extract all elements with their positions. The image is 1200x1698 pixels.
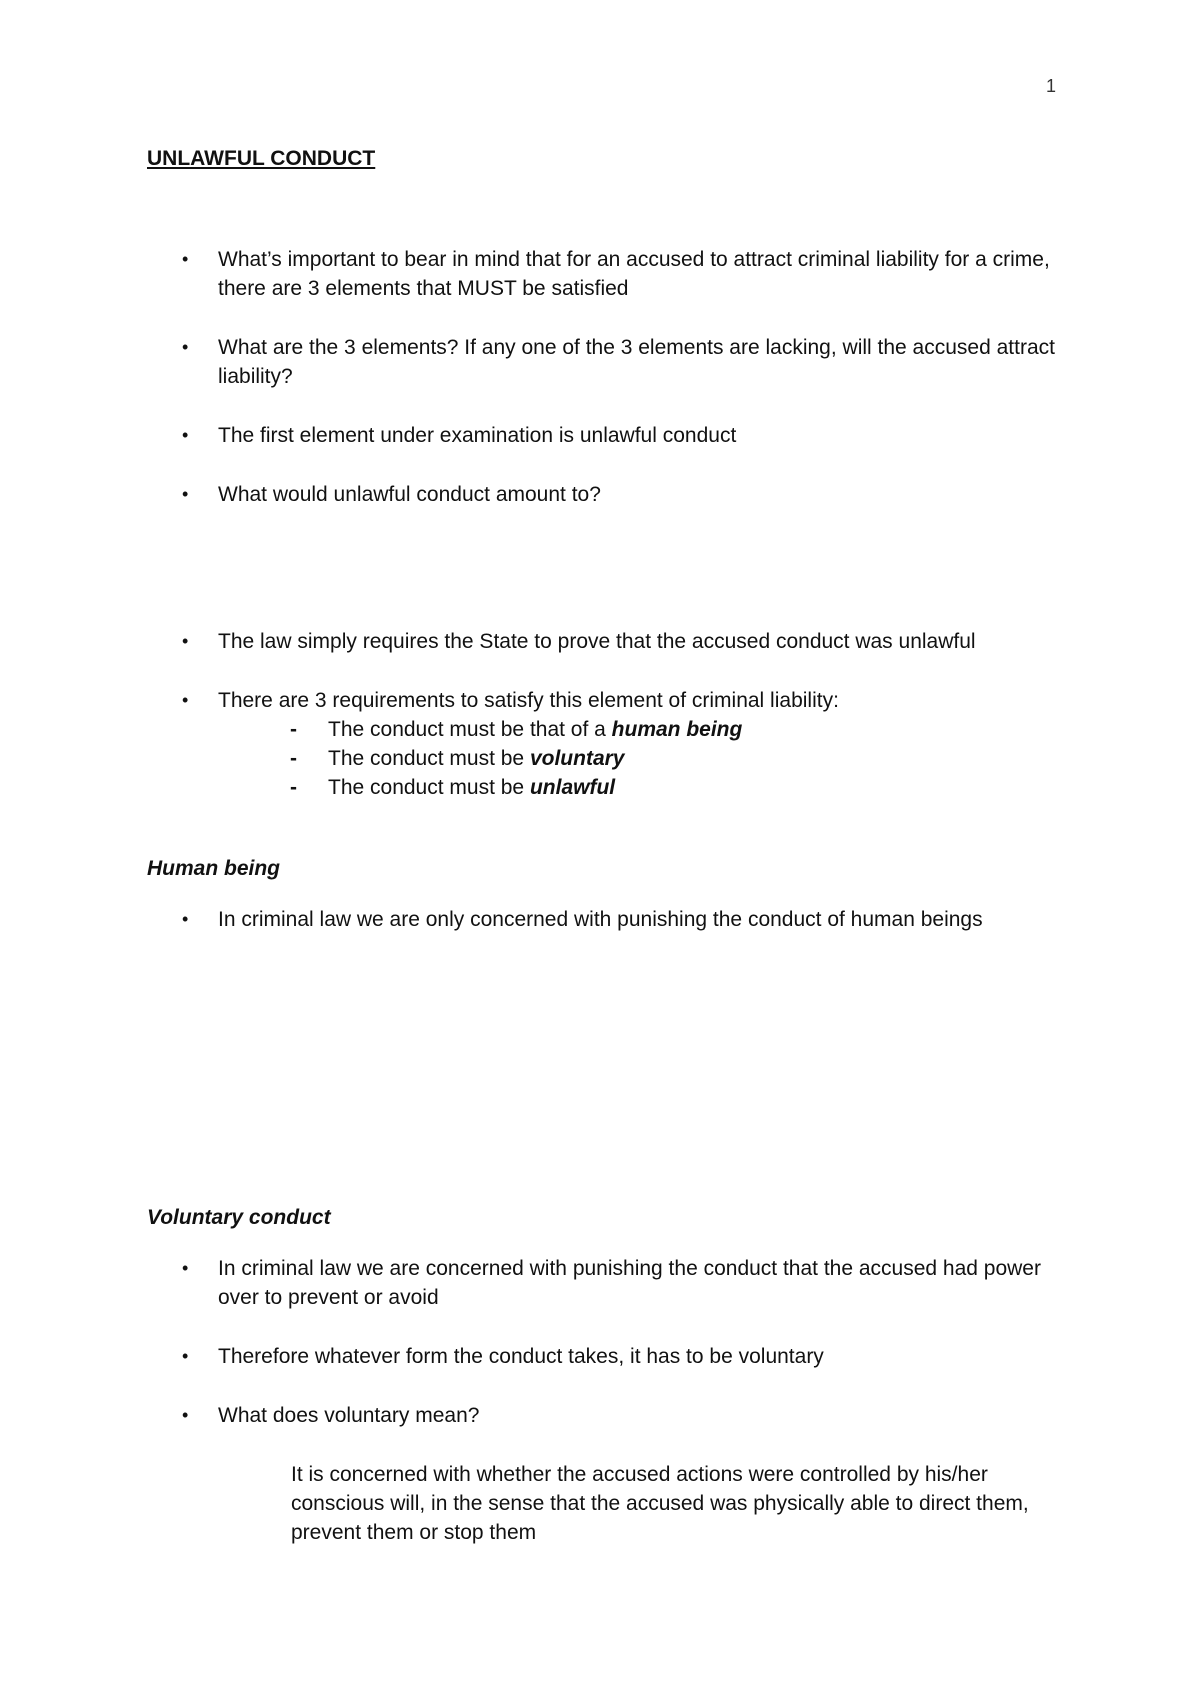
requirement-item xyxy=(290,715,742,744)
bullet-text: What does voluntary mean? xyxy=(218,1404,480,1427)
requirement-emphasis: voluntary xyxy=(529,747,625,770)
bullet-icon: • xyxy=(182,690,189,710)
requirement-prefix: The conduct must be that of a xyxy=(328,718,612,741)
requirement-emphasis: unlawful xyxy=(529,776,616,799)
section-heading-human-being: Human being xyxy=(147,857,281,880)
requirement-text xyxy=(328,773,615,802)
document-title: UNLAWFUL CONDUCT xyxy=(147,147,376,170)
list-item xyxy=(182,1401,1062,1430)
requirement-item xyxy=(290,744,624,773)
bullet-icon: • xyxy=(182,1405,189,1425)
bullet-icon: • xyxy=(182,484,189,504)
list-item xyxy=(182,627,1062,656)
bullet-icon: • xyxy=(182,909,189,929)
bullet-text: What would unlawful conduct amount to? xyxy=(218,483,601,506)
dash-icon: - xyxy=(290,718,297,741)
requirement-prefix: The conduct must be xyxy=(328,747,530,770)
list-item xyxy=(182,333,1062,391)
bullet-text: There are 3 requirements to satisfy this element of criminal liability: xyxy=(218,689,839,712)
bullet-text: What are the 3 elements? If any one of the 3 elements are lacking, will the accused attract liability? xyxy=(218,336,1055,388)
requirement-text xyxy=(328,715,742,744)
requirement-prefix: The conduct must be xyxy=(328,776,530,799)
list-item xyxy=(182,245,1062,303)
dash-icon: - xyxy=(290,747,297,770)
bullet-icon: • xyxy=(182,249,189,269)
list-item xyxy=(182,1342,1062,1371)
bullet-icon: • xyxy=(182,1258,189,1278)
requirement-emphasis: human being xyxy=(611,718,743,741)
dash-icon: - xyxy=(290,776,297,799)
bullet-icon: • xyxy=(182,1346,189,1366)
page-number: 1 xyxy=(1046,76,1057,96)
bullet-text: Therefore whatever form the conduct takes, it has to be voluntary xyxy=(218,1345,824,1368)
requirement-item xyxy=(290,773,615,802)
bullet-icon: • xyxy=(182,337,189,357)
list-item xyxy=(182,905,1062,934)
section-heading-voluntary-conduct: Voluntary conduct xyxy=(147,1206,331,1229)
bullet-text: The first element under examination is unlawful conduct xyxy=(218,424,737,447)
requirement-text xyxy=(328,744,624,773)
list-item xyxy=(182,1254,1062,1312)
voluntary-definition: It is concerned with whether the accused actions were controlled by his/her conscious will, in the sense that the accused was physically able to direct them, prevent them or stop them xyxy=(291,1463,1029,1544)
bullet-text: What’s important to bear in mind that for an accused to attract criminal liability for a crime, there are 3 elements that MUST be satisfied xyxy=(218,248,1050,300)
list-item xyxy=(182,686,1062,715)
bullet-icon: • xyxy=(182,631,189,651)
list-item xyxy=(182,480,1062,509)
bullet-text: In criminal law we are only concerned with punishing the conduct of human beings xyxy=(218,908,983,931)
bullet-text: In criminal law we are concerned with punishing the conduct that the accused had power over to prevent or avoid xyxy=(218,1257,1041,1309)
bullet-icon: • xyxy=(182,425,189,445)
list-item xyxy=(182,421,1062,450)
bullet-text: The law simply requires the State to prove that the accused conduct was unlawful xyxy=(218,630,976,653)
